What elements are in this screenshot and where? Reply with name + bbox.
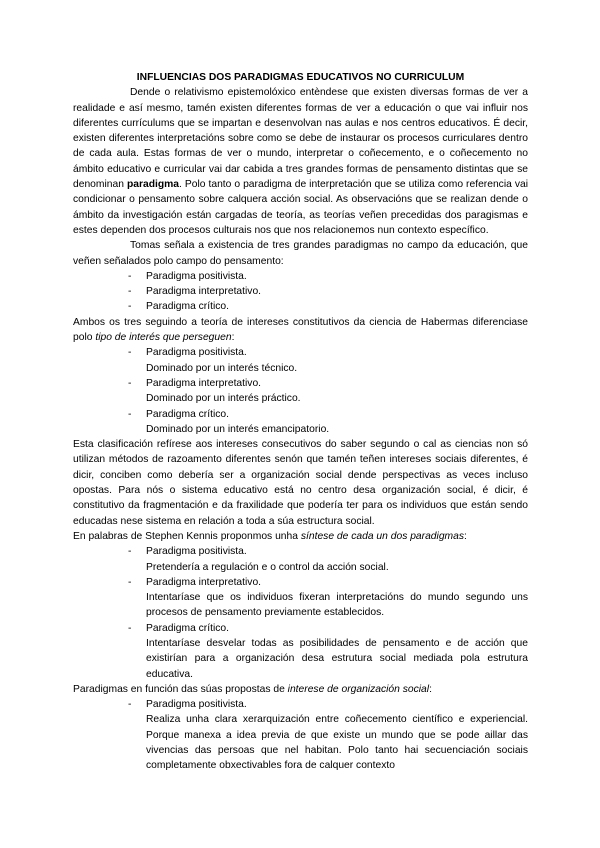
paragraph-text: En palabras de Stephen Kennis proponmos unha bbox=[73, 530, 298, 542]
list-item bbox=[128, 299, 528, 314]
list-item-label: Paradigma positivista. bbox=[146, 270, 247, 282]
italic-phrase: tipo de interés que perseguen bbox=[95, 332, 232, 344]
paragraph-text: Paradigmas en función das súas propostas de bbox=[73, 683, 285, 695]
list-item-description: Intentaríase desvelar todas as posibilidades de pensamento e de acción que existirían para a organización desa estrutura social mediada pola estrutura educativa. bbox=[146, 637, 528, 680]
list-item-description: Dominado por un interés emancipatorio. bbox=[146, 423, 330, 435]
italic-phrase: interese de organización social bbox=[287, 683, 430, 695]
list-item bbox=[128, 621, 528, 682]
paragraph-text: : bbox=[464, 530, 467, 542]
list-item-label: Paradigma crítico. bbox=[146, 301, 229, 313]
list-item-description: Intentaríase que os individuos fixeran interpretacións do mundo segundo uns procesos de pensamento previamente establecidos. bbox=[146, 592, 528, 619]
list-item-description: Realiza unha clara xerarquización entre coñecemento científico e experiencial. Porque manexa a idea previa de que existe un mundo que se pode aillar das vivencias das persoas que nel habitan. Polo tanto hai secuenciación sociais completamente obxectivables fora de calquer contexto bbox=[146, 714, 528, 772]
list-item bbox=[128, 284, 528, 299]
list-synthesis bbox=[73, 544, 528, 682]
dash-bullet: - bbox=[128, 622, 132, 634]
list-item-label: Paradigma positivista. bbox=[146, 546, 247, 558]
paragraph-kennis bbox=[73, 529, 528, 544]
list-item-description: Dominado por un interés práctico. bbox=[146, 393, 301, 405]
list-item bbox=[128, 697, 528, 773]
list-item bbox=[128, 544, 528, 575]
list-item-label: Paradigma positivista. bbox=[146, 347, 247, 359]
dash-bullet: - bbox=[128, 377, 132, 389]
paragraph-text: : bbox=[429, 683, 432, 695]
list-item bbox=[128, 575, 528, 621]
document-page bbox=[73, 70, 528, 774]
dash-bullet: - bbox=[128, 408, 132, 420]
list-item-label: Paradigma crítico. bbox=[146, 622, 229, 634]
paragraph-text: : bbox=[231, 332, 235, 344]
list-item bbox=[128, 269, 528, 284]
document-title: INFLUENCIAS DOS PARADIGMAS EDUCATIVOS NO CURRICULUM bbox=[136, 72, 465, 83]
paragraph-relativism bbox=[73, 85, 528, 238]
list-item-description: Pretendería a regulación e o control da acción social. bbox=[146, 561, 389, 573]
list-item bbox=[128, 376, 528, 407]
dash-bullet: - bbox=[128, 301, 132, 313]
paragraph-text: . Polo tanto o paradigma de interpretación que se utiliza como referencia vai condicionar o pensamento sobre calquera acción social. As observacións que se realizan dende o ámbito da investigación están cargadas de teoría, as teorías veñen precedidas dos paragismas e estes dependen dos procesos culturais nos que nos relacionemos nun contexto específico. bbox=[73, 179, 528, 236]
list-item-label: Paradigma crítico. bbox=[146, 408, 229, 420]
paragraph-organization bbox=[73, 682, 528, 697]
paragraph-tomas: Tomas señala a existencia de tres grandes paradigmas no campo da educación, que veñen señalados polo campo do pensamento: bbox=[73, 240, 528, 267]
dash-bullet: - bbox=[128, 699, 132, 711]
list-item-label: Paradigma interpretativo. bbox=[146, 576, 262, 588]
dash-bullet: - bbox=[128, 576, 132, 588]
paragraph-habermas bbox=[73, 315, 528, 346]
dash-bullet: - bbox=[128, 347, 132, 359]
paragraph-classification: Esta clasificación refírese aos intereses consecutivos do saber segundo o cal as ciencias non só utilizan métodos de razoamento diferentes senón que tamén teñen intereses sociais diferentes, é dicir, conciben como debería ser a organización social dende perspectivas as veces incluso opostas. Para nós o sistema educativo está no centro desa organización social, é dicir, é constitutivo da fragmentación e da fraxilidade que podería ter para os individuos que están sendo educadas nese sistema en relación a toda a súa estructura social. bbox=[73, 439, 528, 527]
list-three-paradigms bbox=[73, 269, 528, 315]
list-item bbox=[128, 407, 528, 438]
dash-bullet: - bbox=[128, 546, 132, 558]
list-item bbox=[128, 345, 528, 376]
dash-bullet: - bbox=[128, 286, 132, 298]
paragraph-text: Ambos os tres seguindo a teoría de intereses constitutivos da ciencia de Habermas diferenciase polo bbox=[73, 316, 528, 344]
bold-term-paradigma: paradigma bbox=[126, 179, 180, 191]
list-item-label: Paradigma interpretativo. bbox=[146, 286, 262, 298]
italic-phrase: síntese de cada un dos paradigmas bbox=[300, 530, 465, 542]
list-item-label: Paradigma interpretativo. bbox=[146, 377, 262, 389]
dash-bullet: - bbox=[128, 270, 132, 282]
list-item-description: Dominado por un interés técnico. bbox=[146, 362, 298, 374]
paragraph-text: Dende o relativismo epistemolóxico entèndese que existen diversas formas de ver a realidade e así mesmo, tamén existen diferentes formas de ver a educación o que vai influir nos diferentes currículums que se impartan e desenvolvan nas aulas e nos centros educativos. É decir, existen diferentes interpretacións sobre como se debe de instaurar os procesos curriculares dentro de cada aula. Estas formas de ver o mundo, interpretar o coñecemento, e o coñecemento no ámbito educativo e curricular vai dar cabida a tres grandes formas de pensamento distintas que se denominan bbox=[73, 87, 528, 191]
list-item-label: Paradigma positivista. bbox=[146, 699, 247, 711]
list-organization bbox=[73, 697, 528, 773]
list-interests bbox=[73, 345, 528, 437]
